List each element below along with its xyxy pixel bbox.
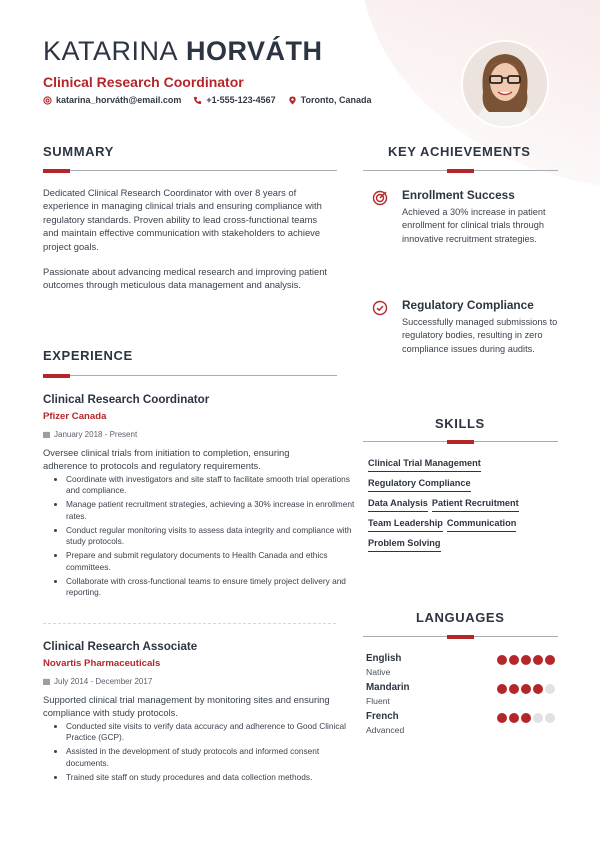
achievements-title: KEY ACHIEVEMENTS bbox=[388, 144, 531, 159]
list-item: • Manage patient recruitment strategies, achieving a 30% increase in enrollment rates. bbox=[66, 499, 356, 522]
rating-dot-filled bbox=[509, 655, 519, 665]
rating-dot-filled bbox=[545, 655, 555, 665]
list-item: • Prepare and submit regulatory documents to Health Canada and ethics committees. bbox=[66, 550, 356, 573]
achievement-2-title: Regulatory Compliance bbox=[402, 298, 534, 312]
job-1-summary: Oversee clinical trials from initiation to completion, ensuring adherence to protocols and regulatory requirements. bbox=[43, 447, 290, 471]
last-name: HORVÁTH bbox=[186, 36, 323, 66]
phone-icon bbox=[193, 96, 202, 105]
contact-phone[interactable] bbox=[193, 95, 275, 105]
skill-tag: Communication bbox=[447, 518, 516, 532]
location-text: Toronto, Canada bbox=[300, 95, 372, 105]
contact-email[interactable] bbox=[43, 95, 181, 105]
target-icon bbox=[372, 190, 388, 206]
language-rating bbox=[497, 684, 555, 694]
phone-text: +1-555-123-4567 bbox=[206, 95, 276, 105]
job-1-dates bbox=[43, 430, 137, 439]
job-2-dates-text: July 2014 - December 2017 bbox=[54, 677, 153, 686]
calendar-icon bbox=[43, 678, 50, 685]
job-2-dates bbox=[43, 677, 152, 686]
skill-tag: Regulatory Compliance bbox=[368, 478, 471, 492]
rating-dot-filled bbox=[521, 655, 531, 665]
skill-tag: Team Leadership bbox=[368, 518, 443, 532]
job-1-company: Pfizer Canada bbox=[43, 411, 107, 422]
rating-dot-empty bbox=[545, 713, 555, 723]
language-level: Advanced bbox=[366, 725, 405, 735]
rating-dot-filled bbox=[533, 684, 543, 694]
job-2-company: Novartis Pharmaceuticals bbox=[43, 658, 161, 669]
skill-tag: Patient Recruitment bbox=[432, 498, 519, 512]
rating-dot-filled bbox=[497, 684, 507, 694]
skills-rule bbox=[363, 441, 558, 442]
job-1-bullets bbox=[52, 474, 356, 601]
list-item: • Trained site staff on study procedures and data collection methods. bbox=[66, 772, 356, 783]
profile-photo-illustration bbox=[463, 42, 547, 126]
experience-rule bbox=[43, 375, 337, 376]
calendar-icon bbox=[43, 431, 50, 438]
achievement-2-description: Successfully managed submissions to regulatory bodies, resulting in zero compliance issues during audits. bbox=[402, 317, 558, 354]
list-item: • Conduct regular monitoring visits to assess data integrity and compliance with study protocols. bbox=[66, 525, 356, 548]
language-name: Mandarin bbox=[366, 682, 410, 693]
summary-paragraph-2: Passionate about advancing medical research and improving patient outcomes through meticulous data management and analysis. bbox=[43, 266, 328, 291]
languages-rule bbox=[363, 636, 558, 637]
achievement-1-title: Enrollment Success bbox=[402, 188, 515, 202]
profile-photo bbox=[461, 40, 549, 128]
job-1-dates-text: January 2018 - Present bbox=[54, 430, 138, 439]
job-2-summary: Supported clinical trial management by monitoring sites and ensuring compliance with study protocols. bbox=[43, 694, 330, 718]
rating-dot-filled bbox=[509, 713, 519, 723]
list-item: • Conducted site visits to verify data accuracy and adherence to Good Clinical Practice (GCP). bbox=[66, 721, 356, 744]
candidate-name bbox=[43, 36, 323, 67]
map-pin-icon bbox=[288, 96, 297, 105]
job-2-title: Clinical Research Associate bbox=[43, 640, 198, 653]
rating-dot-filled bbox=[533, 655, 543, 665]
at-icon bbox=[43, 96, 52, 105]
skill-tag: Data Analysis bbox=[368, 498, 428, 512]
summary-paragraph-1: Dedicated Clinical Research Coordinator with over 8 years of experience in managing clinical trials and ensuring compliance with regulatory standards. Proven ability to lead cross-functional teams and maintain effective communication with stakeholders to achieve project goals. bbox=[43, 187, 322, 252]
check-circle-icon bbox=[372, 300, 388, 316]
first-name: KATARINA bbox=[43, 36, 179, 66]
rating-dot-empty bbox=[545, 684, 555, 694]
job-1-title: Clinical Research Coordinator bbox=[43, 393, 210, 406]
rating-dot-filled bbox=[509, 684, 519, 694]
job-divider bbox=[43, 623, 336, 624]
job-role: Clinical Research Coordinator bbox=[43, 74, 244, 90]
list-item: • Collaborate with cross-functional teams to ensure timely project delivery and reporting. bbox=[66, 576, 356, 599]
job-2-bullets bbox=[52, 721, 356, 786]
language-name: English bbox=[366, 653, 402, 664]
language-rating bbox=[497, 655, 555, 665]
skills-list bbox=[368, 458, 560, 552]
list-item: • Assisted in the development of study protocols and informed consent documents. bbox=[66, 746, 356, 769]
rating-dot-filled bbox=[521, 713, 531, 723]
achievements-rule bbox=[363, 170, 558, 171]
rating-dot-filled bbox=[497, 655, 507, 665]
summary-title: SUMMARY bbox=[43, 144, 114, 159]
skill-tag: Clinical Trial Management bbox=[368, 458, 481, 472]
experience-title: EXPERIENCE bbox=[43, 348, 133, 363]
language-rating bbox=[497, 713, 555, 723]
rating-dot-empty bbox=[533, 713, 543, 723]
language-level: Fluent bbox=[366, 696, 390, 706]
email-text: katarina_horváth@email.com bbox=[56, 95, 182, 105]
contact-info bbox=[43, 95, 371, 105]
achievement-1-description: Achieved a 30% increase in patient enrollment for clinical trials through innovative recruitment strategies. bbox=[402, 207, 546, 244]
language-name: French bbox=[366, 711, 399, 722]
summary-rule bbox=[43, 170, 337, 171]
language-level: Native bbox=[366, 667, 391, 677]
languages-title: LANGUAGES bbox=[416, 610, 505, 625]
rating-dot-filled bbox=[497, 713, 507, 723]
skill-tag: Problem Solving bbox=[368, 538, 441, 552]
list-item: • Coordinate with investigators and site staff to facilitate smooth trial operations and compliance. bbox=[66, 474, 356, 497]
rating-dot-filled bbox=[521, 684, 531, 694]
skills-title: SKILLS bbox=[435, 416, 485, 431]
contact-location bbox=[288, 95, 372, 105]
